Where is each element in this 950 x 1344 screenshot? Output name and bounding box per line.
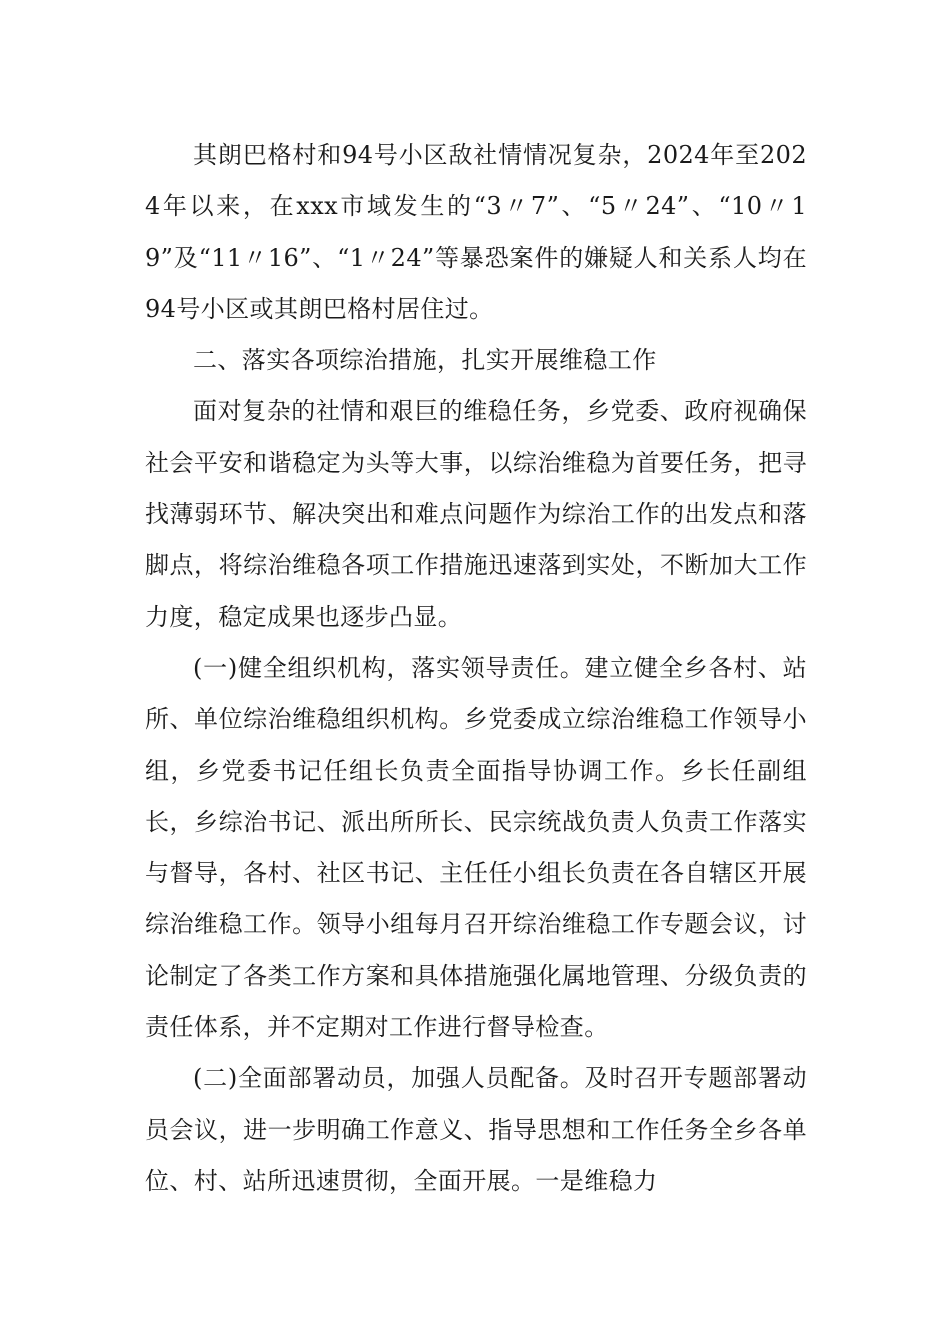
paragraph-stability-overview: 面对复杂的社情和艰巨的维稳任务，乡党委、政府视确保社会平安和谐稳定为头等大事，以综治维稳为首要任务，把寻找薄弱环节、解决突出和难点问题作为综治工作的出发点和落脚点，将综治维稳各项工作措施迅速落到实处，不断加大工作力度，稳定成果也逐步凸显。 [145,397,807,631]
paragraph-deployment: (二)全面部署动员，加强人员配备。及时召开专题部署动员会议，进一步明确工作意义、指导思想和工作任务全乡各单位、村、站所迅速贯彻，全面开展。一是维稳力 [145,1064,807,1195]
paragraph-incident-background: 其朗巴格村和94号小区敌社情情况复杂，2024年至2024年以来，在xxx市域发生的“3〃7”、“5〃24”、“10〃19”及“11〃16”、“1〃24”等暴恐案件的嫌疑人和关系人均在94号小区或其朗巴格村居住过。 [145,141,807,323]
paragraph-organization: (一)健全组织机构，落实领导责任。建立健全乡各村、站所、单位综治维稳组织机构。乡党委成立综治维稳工作领导小组，乡党委书记任组长负责全面指导协调工作。乡长任副组长，乡综治书记、派出所所长、民宗统战负责人负责工作落实与督导，各村、社区书记、主任任小组长负责在各自辖区开展综治维稳工作。领导小组每月召开综治维稳工作专题会议，讨论制定了各类工作方案和具体措施强化属地管理、分级负责的责任体系，并不定期对工作进行督导检查。 [145,653,807,1042]
section-heading-two: 二、落实各项综治措施，扎实开展维稳工作 [193,346,657,375]
document-body [145,130,807,1207]
